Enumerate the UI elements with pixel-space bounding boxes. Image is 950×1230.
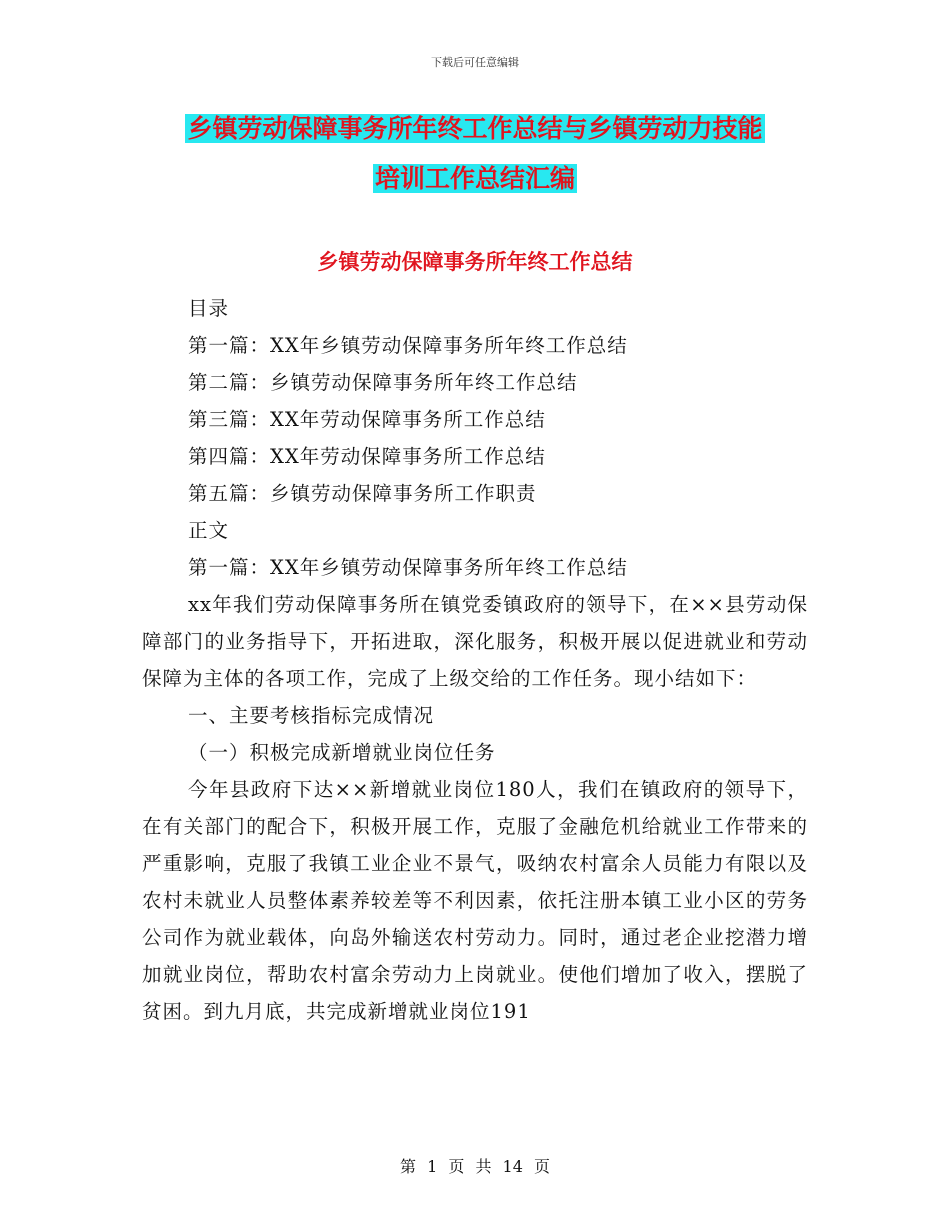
section-title: 乡镇劳动保障事务所年终工作总结 xyxy=(317,250,633,274)
toc-item: 第二篇：乡镇劳动保障事务所年终工作总结 xyxy=(188,371,578,394)
toc-item: 第四篇：XX年劳动保障事务所工作总结 xyxy=(188,445,546,468)
chapter-heading: 第一篇：XX年乡镇劳动保障事务所年终工作总结 xyxy=(188,556,628,579)
toc-item: 第五篇：乡镇劳动保障事务所工作职责 xyxy=(188,482,537,505)
toc-item: 第一篇：XX年乡镇劳动保障事务所年终工作总结 xyxy=(188,334,628,357)
main-title-text-1: 乡镇劳动保障事务所年终工作总结与乡镇劳动力技能 xyxy=(187,114,763,143)
header-note: 下载后可任意编辑 xyxy=(431,56,519,69)
main-title-line-1 xyxy=(0,104,950,154)
toc-heading: 目录 xyxy=(188,297,230,320)
main-title xyxy=(0,104,950,204)
subsection-heading: （一）积极完成新增就业岗位任务 xyxy=(188,741,496,764)
paragraph: xx年我们劳动保障事务所在镇党委镇政府的领导下，在××县劳动保障部门的业务指导下，开拓进取，深化服务，积极开展以促进就业和劳动保障为主体的各项工作，完成了上级交给的工作任务。现小结如下： xyxy=(142,593,808,690)
section-heading: 一、主要考核指标完成情况 xyxy=(188,704,435,727)
document-body xyxy=(142,290,808,1030)
toc-item: 第三篇：XX年劳动保障事务所工作总结 xyxy=(188,408,546,431)
body-heading: 正文 xyxy=(188,519,230,542)
paragraph: 今年县政府下达××新增就业岗位180人，我们在镇政府的领导下，在有关部门的配合下，积极开展工作，克服了金融危机给就业工作带来的严重影响，克服了我镇工业企业不景气，吸纳农村富余人员能力有限以及农村未就业人员整体素养较差等不利因素，依托注册本镇工业小区的劳务公司作为就业载体，向岛外输送农村劳动力。同时，通过老企业挖潜力增加就业岗位，帮助农村富余劳动力上岗就业。使他们增加了收入，摆脱了贫困。到九月底，共完成新增就业岗位191 xyxy=(142,778,808,1023)
main-title-text-2: 培训工作总结汇编 xyxy=(374,164,575,193)
page-footer: 第 1 页 共 14 页 xyxy=(400,1157,550,1176)
main-title-line-2 xyxy=(0,154,950,204)
